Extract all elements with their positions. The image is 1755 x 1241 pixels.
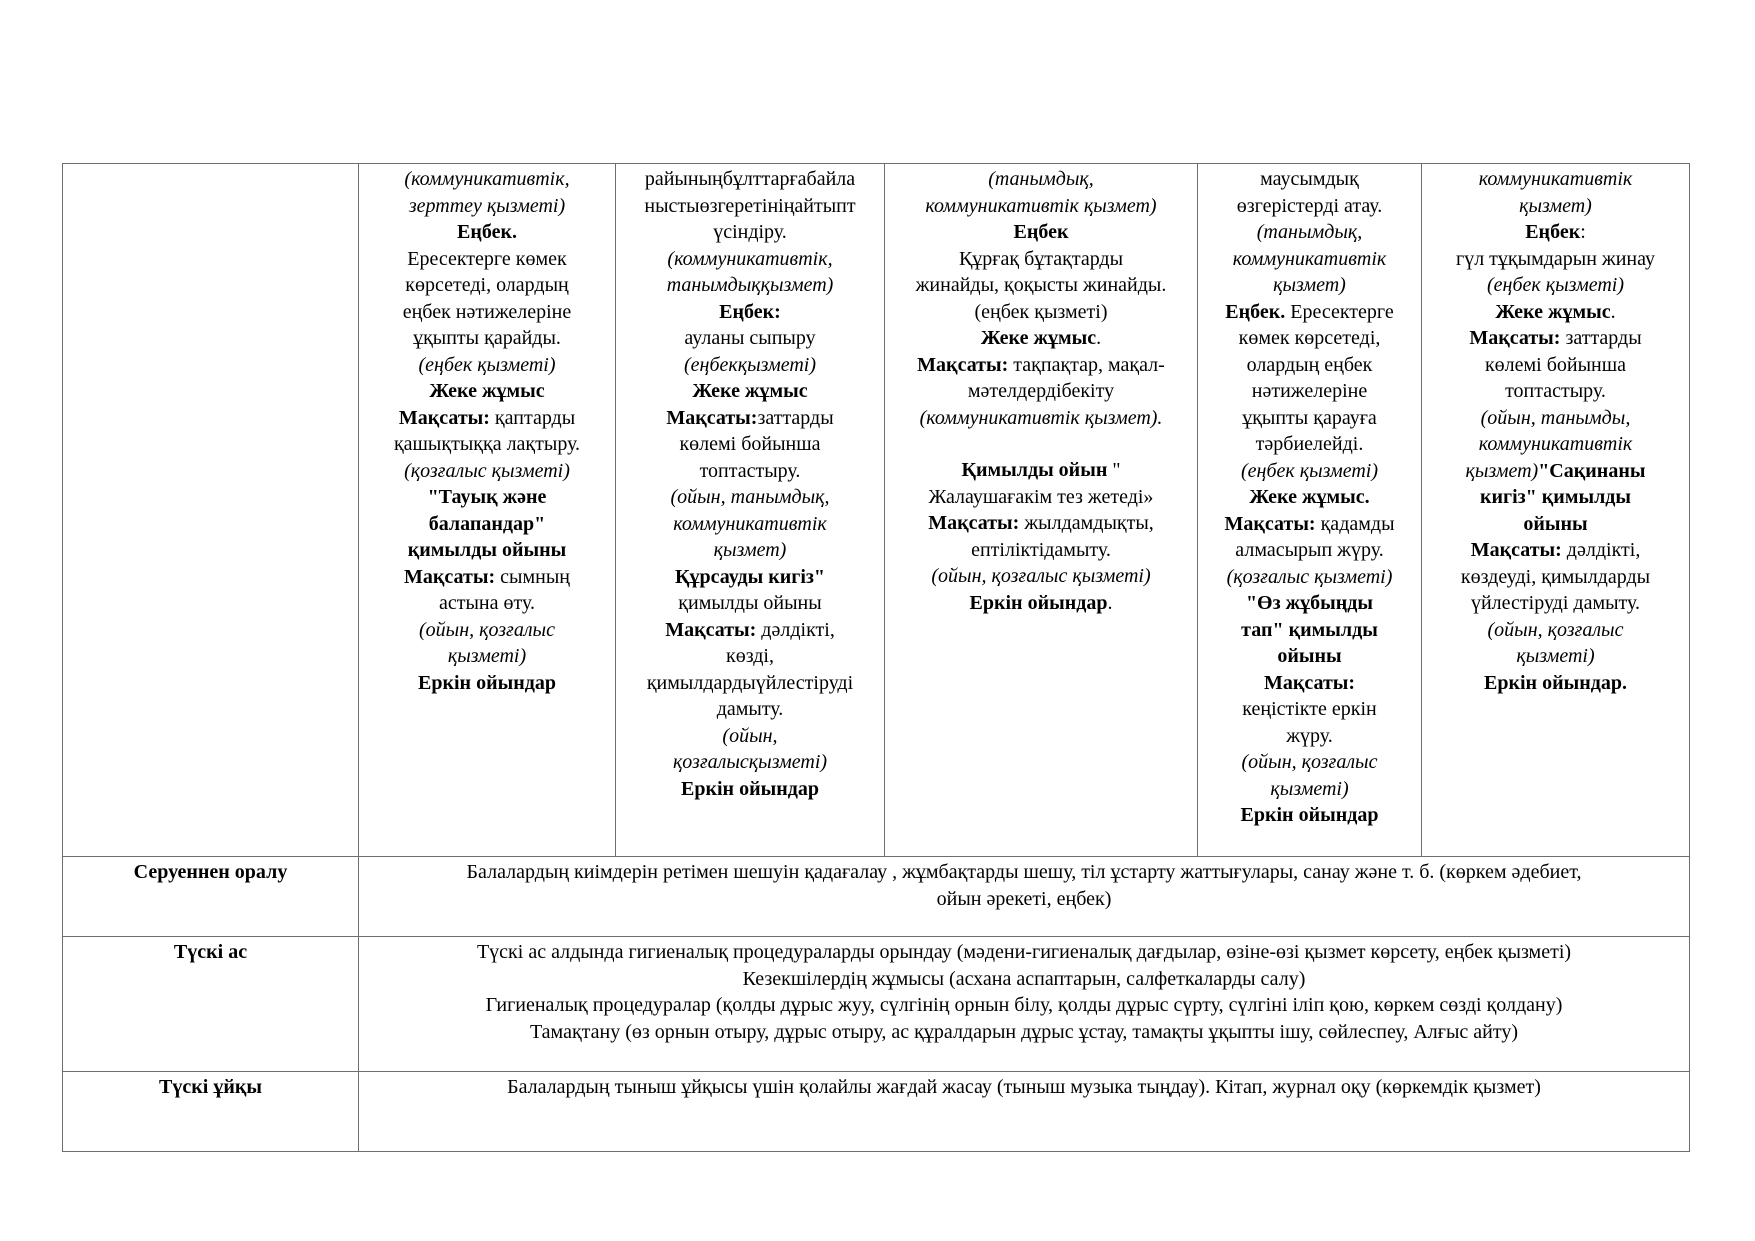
- line-rest: .: [1107, 591, 1113, 614]
- cell-line: алмасырып жүру.: [1235, 539, 1384, 561]
- cell-line: [1428, 537, 1683, 564]
- cell-line: тап" қимылды: [1241, 618, 1378, 641]
- cell-line: (қозғалыс қызметі): [1226, 565, 1393, 588]
- cell-line: (ойын, танымдық,: [670, 486, 830, 508]
- cell-line: ныстыөзгеретініңайтыпт: [644, 194, 856, 217]
- line-rest: заттарды: [1560, 327, 1642, 349]
- cell-line: танымдыққызмет): [666, 274, 834, 296]
- bold-term: Қимылды ойын: [961, 459, 1108, 481]
- cell-line: қызмет): [1273, 274, 1346, 296]
- bold-term: Еңбек: [1525, 221, 1581, 243]
- cell-line: (коммуникативтік,: [667, 247, 833, 270]
- cell-line: (ойын, қозғалыс: [1241, 751, 1378, 773]
- bold-term: Мақсаты:: [1469, 327, 1561, 349]
- line-rest: .: [1610, 300, 1616, 323]
- cell-line: үйлестіруді дамыту.: [1470, 592, 1641, 614]
- cell-line: (еңбек қызметі): [1241, 459, 1378, 482]
- cell-line: Ересектерге көмек: [407, 247, 567, 270]
- row-line: Балалардың тыныш ұйқысы үшін қолайлы жағдай жасау (тыныш музыка тыңдау). Кітап, журнал оқу (көркемдік қызмет): [507, 1076, 1541, 1098]
- cell-line: көмек көрсетеді,: [1238, 327, 1381, 349]
- cell-line: коммуникативтік: [673, 512, 827, 535]
- cell-line: Еркін ойындар: [418, 671, 556, 694]
- bold-term: Еркін ойындар: [969, 591, 1108, 614]
- italic-term: қызмет): [1465, 459, 1539, 482]
- cell-line: [891, 457, 1191, 484]
- bold-term: Еңбек.: [1225, 300, 1286, 323]
- row-line: Тамақтану (өз орнын отыру, дұрыс отыру, ас құралдарын дұрыс ұстау, тамақты ұқыпты ішу, сөйлеспеу, Алғыс айту): [529, 1020, 1519, 1043]
- cell-line: (еңбек қызметі): [1487, 274, 1624, 296]
- cell-line: [622, 617, 878, 644]
- cell-line: ойыны: [1523, 512, 1588, 535]
- return-content: [359, 857, 1690, 937]
- cell-line: (ойын, қозғалыс: [1487, 618, 1624, 641]
- cell-line: (ойын,: [722, 724, 778, 747]
- day-cell-2: [616, 164, 885, 857]
- cell-line: кеңістікте еркін: [1242, 698, 1377, 720]
- cell-line: өзгерістерді атау.: [1236, 194, 1383, 217]
- bold-term: "Сақинаны: [1538, 459, 1646, 482]
- cell-line: [1204, 511, 1415, 538]
- cell-line: Мақсаты:: [1263, 671, 1356, 694]
- cell-line: райыныңбұлттарғабайла: [644, 168, 856, 190]
- cell-line: көздеуді, қимылдарды: [1460, 565, 1651, 588]
- bold-term: Мақсаты:: [666, 406, 758, 429]
- cell-line: Құрсауды кигіз": [674, 565, 826, 588]
- cell-line: [1428, 458, 1683, 485]
- day-cell-3: [885, 164, 1198, 857]
- row-line: Гигиеналық процедуралар (қолды дұрыс жуу, сүлгінің орнын білу, қолды дұрыс сүрту, сүлгіні іліп қою, көркем сөзді қолдану): [485, 994, 1563, 1016]
- cell-line: топтастыру.: [1505, 380, 1606, 402]
- cell-line: қимылды ойыны: [407, 539, 567, 561]
- return-from-walk-row: [63, 857, 1690, 937]
- cell-line: коммуникативтік: [1232, 247, 1387, 270]
- cell-line: (танымдық,: [1256, 221, 1363, 243]
- cell-line: балапандар": [428, 512, 546, 535]
- cell-line: ұқыпты қарауға: [1242, 406, 1377, 429]
- cell-line: қызметі): [1516, 645, 1595, 667]
- lunch-row: [63, 937, 1690, 1072]
- cell-line: көлемі бойынша: [1484, 353, 1627, 376]
- line-rest: жылдамдықты,: [1019, 512, 1154, 534]
- cell-line: қимылды ойыны: [678, 592, 822, 614]
- line-rest: қаптарды: [489, 406, 576, 429]
- cell-line: [365, 405, 609, 432]
- bold-term: Жеке жұмыс: [1495, 300, 1611, 323]
- line-rest: заттарды: [757, 406, 834, 429]
- cell-line: (коммуникативтік қызмет).: [919, 406, 1163, 429]
- cell-line: (ойын, қозғалыс: [419, 618, 555, 641]
- cell-line: [622, 405, 878, 432]
- cell-line: Жеке жұмыс: [429, 380, 545, 402]
- line-rest: .: [1096, 327, 1102, 349]
- nap-content: [359, 1072, 1690, 1152]
- line-rest: Ересектерге: [1285, 300, 1394, 323]
- cell-line: Еркін ойындар: [1240, 804, 1379, 826]
- row-line: Түскі ас алдында гигиеналық процедураларды орындау (мәдени-гигиеналық дағдылар, өзіне-өзі қызмет көрсету, еңбек қызметі): [476, 941, 1572, 963]
- bold-term: Мақсаты:: [928, 512, 1020, 534]
- cell-line: нәтижелеріне: [1251, 380, 1368, 402]
- cell-line: [891, 325, 1191, 352]
- cell-line: үсіндіру.: [713, 221, 787, 243]
- cell-line: коммуникативтік қызмет): [925, 194, 1157, 217]
- line-rest: қадамды: [1315, 512, 1395, 535]
- row-label-cell-empty: [63, 164, 359, 857]
- cell-line: ауланы сыпыру: [684, 327, 816, 349]
- cell-line: ұқыпты қарайды.: [413, 327, 561, 349]
- line-rest: ": [1107, 459, 1121, 481]
- line-rest: :: [1580, 221, 1586, 243]
- cell-line: олардың еңбек: [1246, 353, 1373, 376]
- cell-line: (еңбекқызметі): [684, 353, 816, 376]
- cell-line: [1428, 325, 1683, 352]
- spacer: [891, 431, 1191, 457]
- cell-line: [891, 510, 1191, 537]
- cell-line: еңбек нәтижелеріне: [402, 300, 572, 323]
- cell-line: қозғалысқызметі): [672, 751, 828, 773]
- day-cell-5: [1422, 164, 1690, 857]
- cell-line: Жалаушағакім тез жетеді»: [928, 485, 1154, 508]
- cell-line: Еңбек.: [457, 221, 517, 243]
- cell-line: қызметі): [447, 645, 527, 667]
- cell-line: [365, 564, 609, 591]
- cell-line: (қозғалыс қызметі): [404, 459, 570, 482]
- day-cell-1: [359, 164, 616, 857]
- nap-label: Түскі ұйқы: [63, 1072, 359, 1152]
- nap-row: [63, 1072, 1690, 1152]
- cell-line: [1428, 219, 1683, 246]
- cell-line: Еркін ойындар.: [1484, 671, 1627, 694]
- line-rest: дәлдікті,: [1561, 539, 1641, 561]
- bold-term: Мақсаты:: [917, 353, 1009, 376]
- cell-line: [1428, 299, 1683, 326]
- cell-line: (ойын, танымды,: [1480, 406, 1631, 429]
- cell-line: жүру.: [1286, 724, 1333, 747]
- cell-line: қызмет): [1519, 194, 1592, 217]
- bold-term: Жеке жұмыс: [980, 327, 1097, 349]
- cell-line: ойыны: [1277, 645, 1342, 667]
- cell-line: тәрбиелейді.: [1255, 433, 1364, 455]
- cell-line: "Тауық және: [427, 486, 547, 508]
- cell-line: (еңбек қызметі): [418, 353, 556, 376]
- cell-line: мәтелдердібекіту: [967, 380, 1115, 402]
- cell-line: (ойын, қозғалыс қызметі): [931, 565, 1151, 587]
- row-line: ойын әрекеті, еңбек): [936, 887, 1112, 910]
- cell-line: көлемі бойынша: [679, 433, 821, 455]
- line-rest: дәлдікті,: [756, 618, 835, 641]
- daily-plan-table: [62, 163, 1690, 1152]
- cell-line: қызмет): [713, 539, 787, 561]
- cell-line: Еңбек:: [719, 300, 781, 323]
- row-line: Кезекшілердің жұмысы (асхана аспаптарын, салфеткаларды салу): [742, 967, 1306, 990]
- cell-line: Жеке жұмыс.: [1249, 486, 1370, 508]
- cell-line: қашықтыққа лақтыру.: [393, 433, 581, 455]
- cell-line: астына өту.: [439, 592, 535, 614]
- walk-activities-row: [63, 164, 1690, 857]
- cell-line: қимылдардыүйлестіруді: [646, 671, 854, 694]
- cell-line: [891, 352, 1191, 379]
- cell-line: [891, 590, 1191, 617]
- cell-line: зерттеу қызметі): [408, 194, 566, 217]
- cell-line: (еңбек қызметі): [974, 300, 1108, 323]
- cell-line: Еркін ойындар: [681, 777, 819, 800]
- cell-line: дамыту.: [716, 698, 784, 720]
- cell-line: (танымдық,: [988, 168, 1094, 190]
- bold-term: Мақсаты:: [1470, 539, 1562, 561]
- cell-line: "Өз жұбыңды: [1245, 592, 1374, 614]
- cell-line: жинайды, қоқысты жинайды.: [915, 274, 1167, 296]
- cell-line: маусымдық: [1260, 168, 1359, 190]
- cell-line: [1204, 299, 1415, 326]
- bold-term: Мақсаты:: [665, 618, 757, 641]
- cell-line: коммуникативтік: [1478, 168, 1633, 190]
- cell-line: қызметі): [1270, 777, 1349, 800]
- bold-term: Мақсаты:: [398, 406, 490, 429]
- line-rest: сымның: [495, 565, 570, 588]
- line-rest: тақпақтар, мақал-: [1008, 353, 1165, 376]
- bold-term: Мақсаты:: [404, 565, 496, 588]
- cell-line: топтастыру.: [699, 459, 801, 482]
- cell-line: Жеке жұмыс: [692, 380, 808, 402]
- return-label: Серуеннен оралу: [63, 857, 359, 937]
- cell-line: гүл тұқымдарын жинау: [1455, 247, 1655, 270]
- cell-line: кигіз" қимылды: [1479, 486, 1632, 508]
- day-cell-4: [1198, 164, 1422, 857]
- cell-line: ептіліктідамыту.: [971, 538, 1111, 561]
- lunch-content: [359, 937, 1690, 1072]
- cell-line: (коммуникативтік,: [404, 168, 570, 190]
- cell-line: Құрғақ бұтақтарды: [958, 247, 1124, 270]
- row-line: Балалардың киімдерін ретімен шешуін қадағалау , жұмбақтарды шешу, тіл ұстарту жаттығулары, санау және т. б. (көркем әдебиет,: [466, 861, 1582, 883]
- lunch-label: Түскі ас: [63, 937, 359, 1072]
- cell-line: көрсетеді, олардың: [405, 274, 569, 296]
- cell-line: көзді,: [726, 645, 774, 667]
- bold-term: Мақсаты:: [1224, 512, 1316, 535]
- cell-line: коммуникативтік: [1478, 433, 1633, 455]
- cell-line: Еңбек: [1013, 221, 1069, 243]
